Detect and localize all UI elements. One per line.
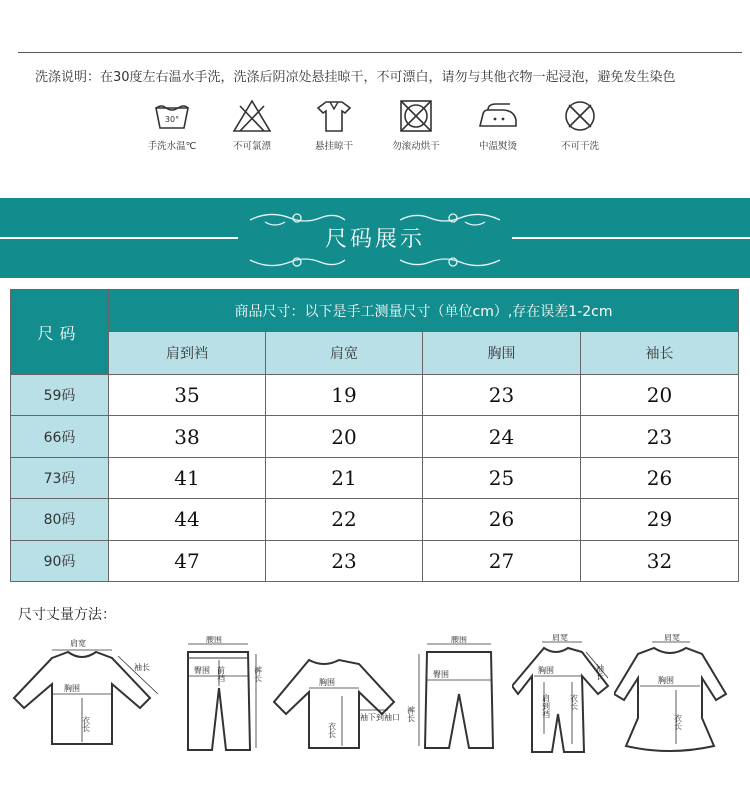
long-pants-diagram-icon <box>407 636 507 756</box>
size-banner <box>0 198 750 278</box>
table-cell: 38 <box>109 416 266 457</box>
svg-text:臀围: 臀围 <box>194 666 210 675</box>
svg-text:袖下到袖口: 袖下到袖口 <box>360 713 400 722</box>
column-header: 肩宽 <box>266 332 423 375</box>
care-label: 不可氯漂 <box>232 141 271 152</box>
care-label: 悬挂晾干 <box>314 141 353 152</box>
table-cell: 23 <box>423 375 581 416</box>
table-cell: 44 <box>109 499 266 540</box>
no-bleach-icon <box>230 98 274 134</box>
measurement-header: 商品尺寸：以下是手工测量尺寸（单位cm）,存在误差1-2cm <box>109 290 739 332</box>
table-row <box>11 499 739 540</box>
pants-diagram-icon <box>174 636 264 756</box>
care-no-tumble <box>376 98 456 152</box>
svg-text:裤长: 裤长 <box>253 666 263 682</box>
care-label: 中温熨烫 <box>478 141 517 152</box>
table-cell: 35 <box>109 375 266 416</box>
row-size-label: 66码 <box>11 416 109 457</box>
raglan-diagram-icon <box>264 652 404 752</box>
care-no-dryclean <box>540 98 620 152</box>
care-no-bleach <box>212 98 292 152</box>
banner-title: 尺码展示 <box>324 227 425 252</box>
table-row <box>11 540 739 581</box>
table-cell: 25 <box>423 457 581 498</box>
column-header: 袖长 <box>581 332 739 375</box>
row-size-label: 90码 <box>11 540 109 581</box>
size-table <box>10 289 739 582</box>
table-cell: 20 <box>266 416 423 457</box>
svg-text:肩宽: 肩宽 <box>664 634 680 642</box>
svg-text:衣长: 衣长 <box>673 714 683 730</box>
care-iron <box>458 98 538 152</box>
svg-text:袖长: 袖长 <box>595 664 605 680</box>
svg-text:肩宽: 肩宽 <box>70 639 86 648</box>
table-cell: 27 <box>423 540 581 581</box>
top-divider <box>18 52 742 53</box>
table-cell: 24 <box>423 416 581 457</box>
romper-diagram-icon <box>512 634 612 758</box>
table-cell: 19 <box>266 375 423 416</box>
svg-text:衣长: 衣长 <box>569 694 579 710</box>
table-cell: 23 <box>581 416 739 457</box>
svg-text:腰围: 腰围 <box>451 636 467 644</box>
table-row <box>11 416 739 457</box>
table-cell: 20 <box>581 375 739 416</box>
svg-text:胸围: 胸围 <box>64 684 80 693</box>
iron-medium-icon <box>476 98 520 134</box>
svg-text:胸围: 胸围 <box>538 666 554 675</box>
svg-text:胸围: 胸围 <box>658 676 674 685</box>
table-cell: 26 <box>423 499 581 540</box>
care-hang-dry <box>294 98 374 152</box>
table-cell: 29 <box>581 499 739 540</box>
table-cell: 47 <box>109 540 266 581</box>
table-cell: 41 <box>109 457 266 498</box>
row-size-label: 59码 <box>11 375 109 416</box>
washing-instructions: 洗涤说明：在30度左右温水手洗，洗涤后阴凉处悬挂晾干，不可漂白，请勿与其他衣物一起浸泡，避免发生染色 <box>35 70 676 85</box>
care-icons-row <box>132 98 620 158</box>
svg-text:裤长: 裤长 <box>407 706 416 722</box>
table-cell: 23 <box>266 540 423 581</box>
svg-text:肩宽: 肩宽 <box>552 634 568 642</box>
table-cell: 22 <box>266 499 423 540</box>
measure-method-title: 尺寸丈量方法： <box>18 607 116 623</box>
svg-text:30°: 30° <box>164 115 180 124</box>
care-label: 手洗水温℃ <box>147 141 197 152</box>
svg-text:臀围: 臀围 <box>433 670 449 679</box>
size-column-header: 尺码 <box>11 290 109 375</box>
table-row <box>11 457 739 498</box>
care-label: 勿滚动烘干 <box>392 141 440 152</box>
svg-text:袖长: 袖长 <box>134 663 150 672</box>
no-tumble-dry-icon <box>394 98 438 134</box>
column-header: 胸围 <box>423 332 581 375</box>
svg-text:腰围: 腰围 <box>206 636 222 644</box>
care-label: 不可干洗 <box>560 141 599 152</box>
hang-dry-icon <box>312 98 356 134</box>
svg-text:前裆: 前裆 <box>216 666 226 682</box>
table-cell: 21 <box>266 457 423 498</box>
svg-text:衣长: 衣长 <box>81 716 91 732</box>
table-row <box>11 375 739 416</box>
svg-text:胸围: 胸围 <box>319 678 335 687</box>
shirt-diagram-icon <box>12 636 162 751</box>
table-cell: 32 <box>581 540 739 581</box>
handwash-30-icon <box>150 98 194 134</box>
care-handwash <box>132 98 212 152</box>
measurement-diagrams <box>12 630 742 790</box>
column-header: 肩到裆 <box>109 332 266 375</box>
svg-text:肩到裆: 肩到裆 <box>541 694 551 718</box>
no-dry-clean-icon <box>558 98 602 134</box>
dress-diagram-icon <box>614 634 734 758</box>
svg-text:衣长: 衣长 <box>327 722 337 738</box>
row-size-label: 80码 <box>11 499 109 540</box>
table-cell: 26 <box>581 457 739 498</box>
row-size-label: 73码 <box>11 457 109 498</box>
